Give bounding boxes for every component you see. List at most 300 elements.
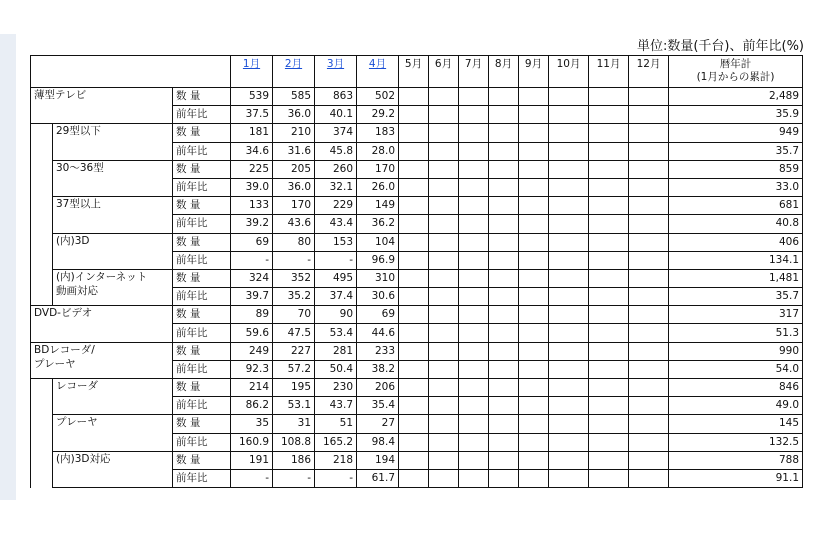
table-row xyxy=(31,415,803,433)
empty-cell-month-5 xyxy=(399,178,429,196)
category-label-line1: 薄型テレビ xyxy=(34,89,87,101)
value-cell-month-4: 310 xyxy=(357,269,399,287)
table-row xyxy=(31,88,803,106)
indent-spacer xyxy=(31,379,53,397)
value-cell-month-3: 229 xyxy=(315,197,357,215)
value-cell-month-3: 43.4 xyxy=(315,215,357,233)
value-cell-month-4: 36.2 xyxy=(357,215,399,233)
empty-cell-month-12 xyxy=(629,433,669,451)
value-cell-month-4: 30.6 xyxy=(357,288,399,306)
table-row xyxy=(31,342,803,360)
month-header-6: 6月 xyxy=(429,56,459,88)
value-cell-month-3: - xyxy=(315,469,357,487)
cumulative-value-cell: 91.1 xyxy=(669,469,803,487)
cumulative-value-cell: 35.9 xyxy=(669,106,803,124)
indent-spacer xyxy=(31,288,53,306)
empty-cell-month-11 xyxy=(589,106,629,124)
value-cell-month-4: 26.0 xyxy=(357,178,399,196)
empty-cell-month-6 xyxy=(429,415,459,433)
value-cell-month-4: 69 xyxy=(357,306,399,324)
subcategory-label xyxy=(53,269,173,305)
value-cell-month-4: 98.4 xyxy=(357,433,399,451)
metric-label: 前年比 xyxy=(173,288,231,306)
table-row xyxy=(31,306,803,324)
empty-cell-month-7 xyxy=(459,269,489,287)
value-cell-month-4: 44.6 xyxy=(357,324,399,342)
empty-cell-month-7 xyxy=(459,251,489,269)
value-cell-month-2: 186 xyxy=(273,451,315,469)
empty-cell-month-8 xyxy=(489,269,519,287)
value-cell-month-1: 34.6 xyxy=(231,142,273,160)
empty-cell-month-12 xyxy=(629,197,669,215)
empty-cell-month-9 xyxy=(519,379,549,397)
value-cell-month-1: 133 xyxy=(231,197,273,215)
empty-cell-month-5 xyxy=(399,342,429,360)
indent-spacer xyxy=(31,433,53,451)
cumulative-value-cell: 949 xyxy=(669,124,803,142)
empty-cell-month-5 xyxy=(399,142,429,160)
value-cell-month-1: 191 xyxy=(231,451,273,469)
cumulative-value-cell: 406 xyxy=(669,233,803,251)
value-cell-month-1: - xyxy=(231,469,273,487)
month-header-3[interactable] xyxy=(315,56,357,88)
cumulative-value-cell: 49.0 xyxy=(669,397,803,415)
empty-cell-month-7 xyxy=(459,88,489,106)
category-label xyxy=(31,342,173,378)
month-header-9: 9月 xyxy=(519,56,549,88)
cumulative-header-line2: (1月からの累計) xyxy=(696,71,775,83)
value-cell-month-1: 92.3 xyxy=(231,360,273,378)
empty-cell-month-10 xyxy=(549,88,589,106)
cumulative-value-cell: 51.3 xyxy=(669,324,803,342)
empty-cell-month-5 xyxy=(399,433,429,451)
empty-cell-month-12 xyxy=(629,251,669,269)
empty-cell-month-8 xyxy=(489,379,519,397)
indent-spacer xyxy=(31,397,53,415)
empty-cell-month-5 xyxy=(399,233,429,251)
empty-cell-month-9 xyxy=(519,306,549,324)
empty-cell-month-10 xyxy=(549,178,589,196)
empty-cell-month-6 xyxy=(429,88,459,106)
shipment-table xyxy=(30,55,803,488)
cumulative-value-cell: 788 xyxy=(669,451,803,469)
metric-label: 数 量 xyxy=(173,233,231,251)
metric-label: 前年比 xyxy=(173,324,231,342)
value-cell-month-3: 45.8 xyxy=(315,142,357,160)
empty-cell-month-5 xyxy=(399,160,429,178)
empty-cell-month-7 xyxy=(459,197,489,215)
month-header-5: 5月 xyxy=(399,56,429,88)
metric-label: 数 量 xyxy=(173,342,231,360)
category-label-line2: プレーヤ xyxy=(34,357,76,370)
value-cell-month-1: 160.9 xyxy=(231,433,273,451)
empty-cell-month-8 xyxy=(489,324,519,342)
empty-cell-month-7 xyxy=(459,160,489,178)
month-header-2[interactable] xyxy=(273,56,315,88)
empty-cell-month-12 xyxy=(629,324,669,342)
value-cell-month-2: 36.0 xyxy=(273,178,315,196)
value-cell-month-3: 90 xyxy=(315,306,357,324)
empty-cell-month-11 xyxy=(589,178,629,196)
indent-spacer xyxy=(31,160,53,178)
empty-cell-month-12 xyxy=(629,379,669,397)
left-margin-bar xyxy=(0,34,16,500)
empty-cell-month-11 xyxy=(589,342,629,360)
empty-cell-month-12 xyxy=(629,342,669,360)
empty-cell-month-11 xyxy=(589,215,629,233)
value-cell-month-3: - xyxy=(315,251,357,269)
empty-cell-month-6 xyxy=(429,433,459,451)
value-cell-month-4: 502 xyxy=(357,88,399,106)
cumulative-value-cell: 134.1 xyxy=(669,251,803,269)
value-cell-month-3: 165.2 xyxy=(315,433,357,451)
empty-cell-month-12 xyxy=(629,178,669,196)
subcategory-label-line1: 29型以下 xyxy=(56,125,101,138)
empty-cell-month-11 xyxy=(589,88,629,106)
table-row xyxy=(31,379,803,397)
header-blank-cell xyxy=(31,56,231,88)
value-cell-month-2: 31 xyxy=(273,415,315,433)
empty-cell-month-12 xyxy=(629,360,669,378)
indent-spacer xyxy=(31,124,53,142)
empty-cell-month-6 xyxy=(429,469,459,487)
value-cell-month-3: 37.4 xyxy=(315,288,357,306)
value-cell-month-4: 170 xyxy=(357,160,399,178)
value-cell-month-1: 225 xyxy=(231,160,273,178)
empty-cell-month-11 xyxy=(589,415,629,433)
subcategory-label-line1: プレーヤ xyxy=(56,416,98,429)
empty-cell-month-12 xyxy=(629,269,669,287)
category-label xyxy=(31,88,173,124)
month-header-1[interactable] xyxy=(231,56,273,88)
empty-cell-month-7 xyxy=(459,178,489,196)
empty-cell-month-10 xyxy=(549,124,589,142)
empty-cell-month-6 xyxy=(429,306,459,324)
value-cell-month-2: 205 xyxy=(273,160,315,178)
value-cell-month-2: 195 xyxy=(273,379,315,397)
value-cell-month-1: 539 xyxy=(231,88,273,106)
value-cell-month-4: 206 xyxy=(357,379,399,397)
metric-label: 数 量 xyxy=(173,88,231,106)
empty-cell-month-12 xyxy=(629,106,669,124)
empty-cell-month-10 xyxy=(549,306,589,324)
empty-cell-month-9 xyxy=(519,124,549,142)
subcategory-label xyxy=(53,415,173,451)
empty-cell-month-6 xyxy=(429,178,459,196)
value-cell-month-4: 149 xyxy=(357,197,399,215)
empty-cell-month-8 xyxy=(489,142,519,160)
indent-spacer xyxy=(31,178,53,196)
value-cell-month-3: 153 xyxy=(315,233,357,251)
month-link-4[interactable]: 4月 xyxy=(368,58,387,70)
value-cell-month-2: 210 xyxy=(273,124,315,142)
empty-cell-month-6 xyxy=(429,160,459,178)
value-cell-month-4: 28.0 xyxy=(357,142,399,160)
empty-cell-month-6 xyxy=(429,106,459,124)
empty-cell-month-9 xyxy=(519,469,549,487)
value-cell-month-2: 108.8 xyxy=(273,433,315,451)
empty-cell-month-11 xyxy=(589,142,629,160)
subcategory-label-line2: 動画対応 xyxy=(56,284,98,297)
value-cell-month-3: 218 xyxy=(315,451,357,469)
empty-cell-month-11 xyxy=(589,233,629,251)
empty-cell-month-7 xyxy=(459,397,489,415)
cumulative-value-cell: 681 xyxy=(669,197,803,215)
value-cell-month-1: 37.5 xyxy=(231,106,273,124)
empty-cell-month-6 xyxy=(429,324,459,342)
indent-spacer xyxy=(31,233,53,251)
empty-cell-month-5 xyxy=(399,215,429,233)
value-cell-month-4: 233 xyxy=(357,342,399,360)
empty-cell-month-9 xyxy=(519,178,549,196)
month-header-4[interactable] xyxy=(357,56,399,88)
indent-spacer xyxy=(31,142,53,160)
empty-cell-month-6 xyxy=(429,142,459,160)
value-cell-month-3: 374 xyxy=(315,124,357,142)
empty-cell-month-7 xyxy=(459,469,489,487)
subcategory-label xyxy=(53,160,173,196)
empty-cell-month-9 xyxy=(519,324,549,342)
empty-cell-month-10 xyxy=(549,379,589,397)
value-cell-month-4: 29.2 xyxy=(357,106,399,124)
month-header-10: 10月 xyxy=(549,56,589,88)
empty-cell-month-5 xyxy=(399,451,429,469)
value-cell-month-2: 47.5 xyxy=(273,324,315,342)
empty-cell-month-9 xyxy=(519,251,549,269)
empty-cell-month-9 xyxy=(519,360,549,378)
empty-cell-month-8 xyxy=(489,124,519,142)
indent-spacer xyxy=(31,269,53,287)
empty-cell-month-5 xyxy=(399,197,429,215)
empty-cell-month-10 xyxy=(549,288,589,306)
cumulative-header-line1: 暦年計 xyxy=(719,58,752,70)
value-cell-month-1: 181 xyxy=(231,124,273,142)
empty-cell-month-7 xyxy=(459,124,489,142)
subcategory-label xyxy=(53,451,173,487)
value-cell-month-4: 35.4 xyxy=(357,397,399,415)
subcategory-label-line1: (内)インターネット xyxy=(56,270,148,283)
value-cell-month-3: 260 xyxy=(315,160,357,178)
month-link-1[interactable]: 1月 xyxy=(242,58,261,70)
cumulative-value-cell: 145 xyxy=(669,415,803,433)
empty-cell-month-8 xyxy=(489,397,519,415)
value-cell-month-3: 281 xyxy=(315,342,357,360)
metric-label: 数 量 xyxy=(173,451,231,469)
value-cell-month-2: 70 xyxy=(273,306,315,324)
empty-cell-month-10 xyxy=(549,142,589,160)
empty-cell-month-6 xyxy=(429,397,459,415)
metric-label: 前年比 xyxy=(173,251,231,269)
empty-cell-month-8 xyxy=(489,433,519,451)
empty-cell-month-5 xyxy=(399,124,429,142)
value-cell-month-1: 214 xyxy=(231,379,273,397)
empty-cell-month-10 xyxy=(549,433,589,451)
empty-cell-month-6 xyxy=(429,233,459,251)
empty-cell-month-7 xyxy=(459,433,489,451)
value-cell-month-4: 61.7 xyxy=(357,469,399,487)
empty-cell-month-10 xyxy=(549,269,589,287)
value-cell-month-4: 183 xyxy=(357,124,399,142)
empty-cell-month-7 xyxy=(459,360,489,378)
empty-cell-month-8 xyxy=(489,106,519,124)
indent-spacer xyxy=(31,415,53,433)
value-cell-month-1: 39.2 xyxy=(231,215,273,233)
month-header-12: 12月 xyxy=(629,56,669,88)
month-link-3[interactable]: 3月 xyxy=(326,58,345,70)
value-cell-month-1: - xyxy=(231,251,273,269)
empty-cell-month-9 xyxy=(519,269,549,287)
empty-cell-month-10 xyxy=(549,397,589,415)
empty-cell-month-8 xyxy=(489,251,519,269)
empty-cell-month-5 xyxy=(399,106,429,124)
empty-cell-month-8 xyxy=(489,160,519,178)
value-cell-month-3: 51 xyxy=(315,415,357,433)
empty-cell-month-12 xyxy=(629,215,669,233)
empty-cell-month-11 xyxy=(589,288,629,306)
cumulative-value-cell: 317 xyxy=(669,306,803,324)
cumulative-value-cell: 54.0 xyxy=(669,360,803,378)
empty-cell-month-12 xyxy=(629,88,669,106)
empty-cell-month-5 xyxy=(399,88,429,106)
cumulative-value-cell: 990 xyxy=(669,342,803,360)
cumulative-value-cell: 33.0 xyxy=(669,178,803,196)
empty-cell-month-10 xyxy=(549,106,589,124)
table-row xyxy=(31,124,803,142)
metric-label: 前年比 xyxy=(173,397,231,415)
category-label xyxy=(31,306,173,342)
metric-label: 数 量 xyxy=(173,306,231,324)
empty-cell-month-8 xyxy=(489,178,519,196)
empty-cell-month-11 xyxy=(589,433,629,451)
empty-cell-month-8 xyxy=(489,288,519,306)
subcategory-label xyxy=(53,379,173,415)
value-cell-month-1: 249 xyxy=(231,342,273,360)
empty-cell-month-12 xyxy=(629,469,669,487)
empty-cell-month-6 xyxy=(429,379,459,397)
empty-cell-month-8 xyxy=(489,360,519,378)
metric-label: 前年比 xyxy=(173,215,231,233)
subcategory-label-line1: (内)3D対応 xyxy=(56,452,111,465)
empty-cell-month-11 xyxy=(589,197,629,215)
empty-cell-month-11 xyxy=(589,360,629,378)
metric-label: 前年比 xyxy=(173,106,231,124)
empty-cell-month-7 xyxy=(459,324,489,342)
empty-cell-month-11 xyxy=(589,269,629,287)
value-cell-month-1: 35 xyxy=(231,415,273,433)
value-cell-month-1: 39.0 xyxy=(231,178,273,196)
header-row xyxy=(31,56,803,88)
table-row xyxy=(31,160,803,178)
empty-cell-month-9 xyxy=(519,106,549,124)
value-cell-month-3: 43.7 xyxy=(315,397,357,415)
value-cell-month-2: - xyxy=(273,251,315,269)
value-cell-month-3: 50.4 xyxy=(315,360,357,378)
metric-label: 前年比 xyxy=(173,360,231,378)
empty-cell-month-9 xyxy=(519,88,549,106)
empty-cell-month-11 xyxy=(589,124,629,142)
cumulative-value-cell: 132.5 xyxy=(669,433,803,451)
value-cell-month-1: 69 xyxy=(231,233,273,251)
category-label-line1: DVD-ビデオ xyxy=(34,307,93,320)
metric-label: 前年比 xyxy=(173,178,231,196)
value-cell-month-2: - xyxy=(273,469,315,487)
empty-cell-month-9 xyxy=(519,160,549,178)
empty-cell-month-11 xyxy=(589,160,629,178)
month-link-2[interactable]: 2月 xyxy=(284,58,303,70)
value-cell-month-2: 80 xyxy=(273,233,315,251)
subcategory-label xyxy=(53,124,173,160)
value-cell-month-2: 57.2 xyxy=(273,360,315,378)
empty-cell-month-9 xyxy=(519,197,549,215)
empty-cell-month-6 xyxy=(429,215,459,233)
value-cell-month-1: 86.2 xyxy=(231,397,273,415)
empty-cell-month-5 xyxy=(399,288,429,306)
empty-cell-month-11 xyxy=(589,324,629,342)
empty-cell-month-10 xyxy=(549,415,589,433)
metric-label: 前年比 xyxy=(173,469,231,487)
month-header-7: 7月 xyxy=(459,56,489,88)
empty-cell-month-8 xyxy=(489,415,519,433)
value-cell-month-4: 96.9 xyxy=(357,251,399,269)
empty-cell-month-6 xyxy=(429,269,459,287)
value-cell-month-3: 32.1 xyxy=(315,178,357,196)
empty-cell-month-11 xyxy=(589,306,629,324)
empty-cell-month-10 xyxy=(549,360,589,378)
empty-cell-month-11 xyxy=(589,251,629,269)
empty-cell-month-6 xyxy=(429,360,459,378)
empty-cell-month-5 xyxy=(399,269,429,287)
empty-cell-month-5 xyxy=(399,469,429,487)
empty-cell-month-6 xyxy=(429,342,459,360)
value-cell-month-2: 36.0 xyxy=(273,106,315,124)
table-row xyxy=(31,233,803,251)
cumulative-header xyxy=(669,56,803,88)
value-cell-month-1: 324 xyxy=(231,269,273,287)
empty-cell-month-9 xyxy=(519,233,549,251)
metric-label: 前年比 xyxy=(173,433,231,451)
empty-cell-month-11 xyxy=(589,469,629,487)
empty-cell-month-9 xyxy=(519,342,549,360)
cumulative-value-cell: 846 xyxy=(669,379,803,397)
empty-cell-month-10 xyxy=(549,160,589,178)
metric-label: 数 量 xyxy=(173,269,231,287)
empty-cell-month-5 xyxy=(399,379,429,397)
subcategory-label xyxy=(53,233,173,269)
empty-cell-month-12 xyxy=(629,415,669,433)
empty-cell-month-8 xyxy=(489,306,519,324)
empty-cell-month-12 xyxy=(629,233,669,251)
empty-cell-month-7 xyxy=(459,415,489,433)
value-cell-month-4: 104 xyxy=(357,233,399,251)
empty-cell-month-7 xyxy=(459,342,489,360)
indent-spacer xyxy=(31,215,53,233)
empty-cell-month-7 xyxy=(459,142,489,160)
value-cell-month-4: 38.2 xyxy=(357,360,399,378)
cumulative-value-cell: 2,489 xyxy=(669,88,803,106)
empty-cell-month-5 xyxy=(399,324,429,342)
indent-spacer xyxy=(31,469,53,487)
empty-cell-month-10 xyxy=(549,342,589,360)
value-cell-month-3: 863 xyxy=(315,88,357,106)
empty-cell-month-9 xyxy=(519,433,549,451)
empty-cell-month-7 xyxy=(459,306,489,324)
cumulative-value-cell: 40.8 xyxy=(669,215,803,233)
empty-cell-month-10 xyxy=(549,324,589,342)
empty-cell-month-8 xyxy=(489,451,519,469)
empty-cell-month-12 xyxy=(629,124,669,142)
empty-cell-month-12 xyxy=(629,451,669,469)
empty-cell-month-11 xyxy=(589,397,629,415)
